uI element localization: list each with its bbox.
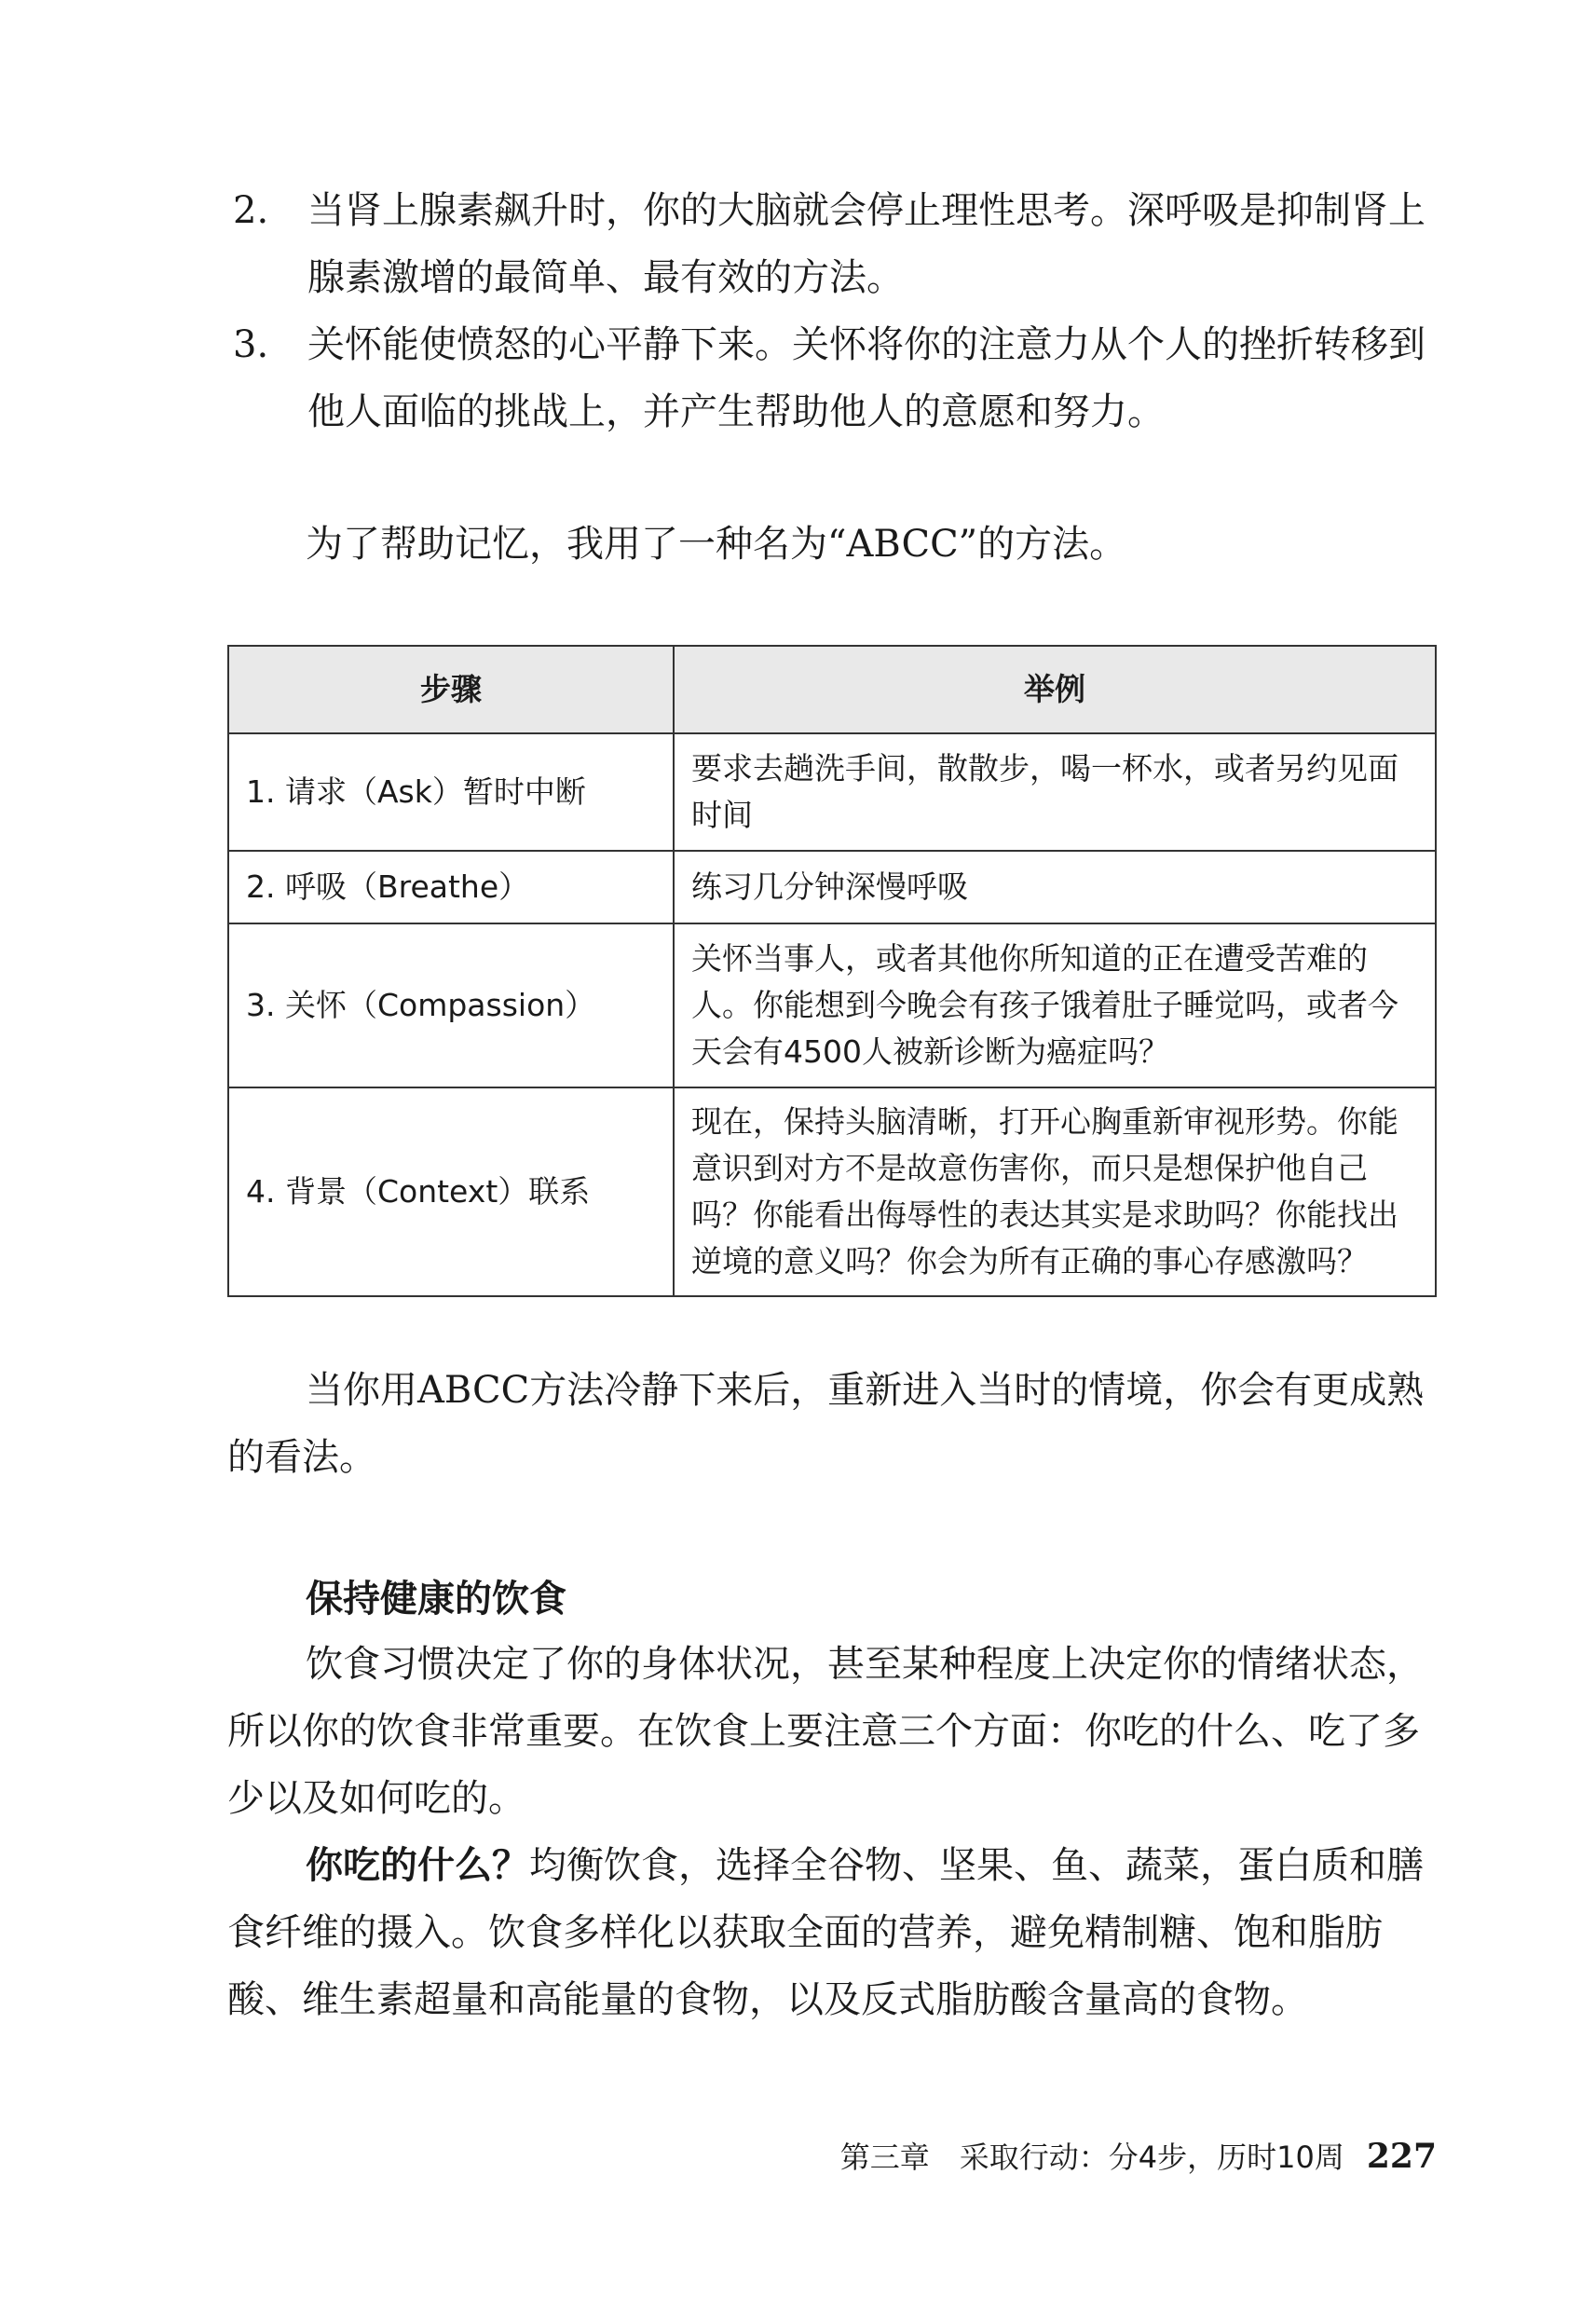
after-table-paragraph: 当你用ABCC方法冷静下来后，重新进入当时的情境，你会有更成熟的看法。 [227,1369,1425,1479]
list-item-2 [233,177,1437,311]
header-step: 步骤 [228,646,674,733]
example-cell: 练习几分钟深慢呼吸 [674,851,1436,923]
paragraph-lead: 你吃的什么？ [306,1844,529,1887]
example-cell: 现在，保持头脑清晰，打开心胸重新审视形势。你能意识到对方不是故意伤害你，而只是想保护他自己吗？你能看出侮辱性的表达其实是求助吗？你能找出逆境的意义吗？你会为所有正确的事心存感激吗？ [674,1087,1436,1296]
paragraph-body: 均衡饮食，选择全谷物、坚果、鱼、蔬菜，蛋白质和膳食纤维的摄入。饮食多样化以获取全面的营养，避免精制糖、饱和脂肪酸、维生素超量和高能量的食物，以及反式脂肪酸含量高的食物。 [227,1844,1424,2021]
header-example: 举例 [674,646,1436,733]
table-row [228,851,1436,923]
page-footer [840,2134,1437,2177]
step-cell: 1. 请求（Ask）暂时中断 [228,733,674,851]
list-text: 关怀能使愤怒的心平静下来。关怀将你的注意力从个人的挫折转移到他人面临的挑战上，并产生帮助他人的意愿和努力。 [307,323,1425,433]
intro-paragraph: 为了帮助记忆，我用了一种名为“ABCC”的方法。 [306,523,1127,566]
list-number: 3. [233,323,269,366]
example-cell: 关怀当事人，或者其他你所知道的正在遭受苦难的人。你能想到今晚会有孩子饿着肚子睡觉吗，或者今天会有4500人被新诊断为癌症吗？ [674,923,1436,1087]
table-row [228,733,1436,851]
list-text: 当肾上腺素飙升时，你的大脑就会停止理性思考。深呼吸是抑制肾上腺素激增的最简单、最有效的方法。 [307,189,1425,299]
table-row [228,923,1436,1087]
table-header-row [228,646,1436,733]
diet-paragraph-1: 饮食习惯决定了你的身体状况，甚至某种程度上决定你的情绪状态，所以你的饮食非常重要。在饮食上要注意三个方面：你吃的什么、吃了多少以及如何吃的。 [227,1643,1424,1820]
list-item-3 [233,311,1437,445]
list-number: 2. [233,189,269,232]
page-number: 227 [1366,2137,1437,2176]
section-heading: 保持健康的饮食 [306,1578,566,1620]
chapter-title: 第三章 采取行动：分4步，历时10周 [839,2140,1344,2175]
step-cell: 4. 背景（Context）联系 [228,1087,674,1296]
example-cell: 要求去趟洗手间，散散步，喝一杯水，或者另约见面时间 [674,733,1436,851]
abcc-table [227,645,1437,1297]
step-cell: 3. 关怀（Compassion） [228,923,674,1087]
diet-paragraph-2 [227,1832,1437,2033]
step-cell: 2. 呼吸（Breathe） [228,851,674,923]
table-row [228,1087,1436,1296]
